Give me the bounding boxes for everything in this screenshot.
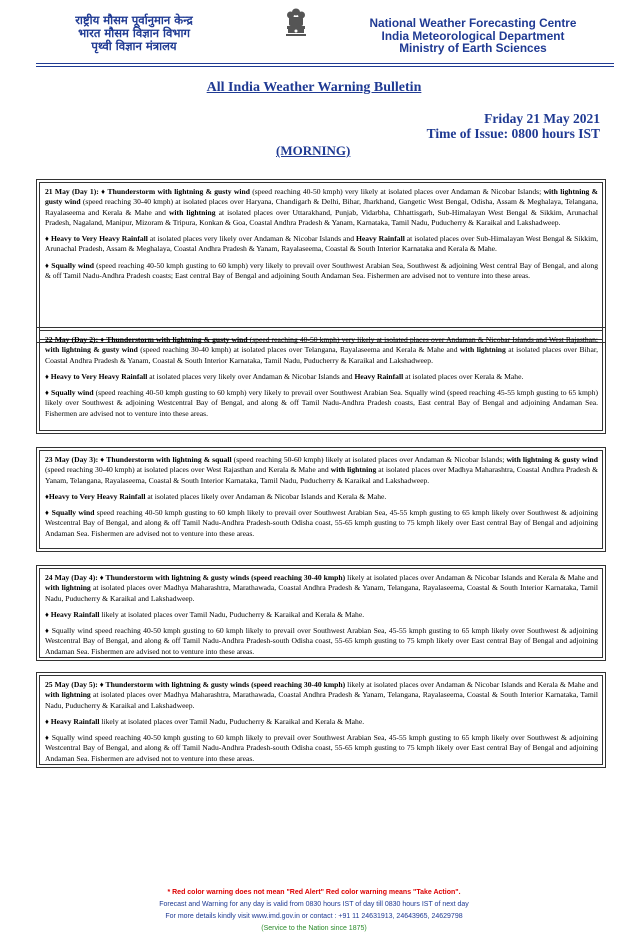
english-line-3: Ministry of Earth Sciences xyxy=(399,41,547,55)
text-run: (speed reaching 40-50 kmph) very likely at isolated places over Andaman & Nicobar Islands and West Rajasthan; xyxy=(247,335,598,344)
text-run: with lightning xyxy=(45,690,91,700)
text-run: ♦ Squally wind xyxy=(45,388,94,398)
text-run: with lightning & gusty wind xyxy=(506,455,598,464)
text-run: ♦Heavy to Very Heavy Rainfall xyxy=(45,491,146,501)
hindi-line-3: पृथ्वी विज्ञान मंत्रालय xyxy=(91,39,177,53)
day-2-warning-box xyxy=(36,327,606,434)
text-run: ♦ Heavy Rainfall xyxy=(45,716,100,726)
text-run: with lightning xyxy=(330,465,377,475)
day-5-content xyxy=(39,675,603,765)
text-run: Heavy Rainfall xyxy=(354,371,404,381)
text-run: at isolated places over Madhya Maharashtra, Marathawada, Coastal Andhra Pradesh & Yanam, Telangana, Rayalaseema, Coastal & South Interior Karnataka, Tamil Nadu, Puducherry & Karaikal and Lakshadweep. xyxy=(45,583,598,603)
day-5-paragraph-2 xyxy=(45,717,598,727)
day-1-warning-box xyxy=(36,179,606,343)
day-3-warning-box xyxy=(36,447,606,552)
text-run: 22 May (Day 2): xyxy=(45,335,101,344)
text-run: likely at isolated places over Tamil Nadu, Puducherry & Karaikal and Kerala & Mahe. xyxy=(99,609,365,619)
session-label: (MORNING) xyxy=(276,143,351,158)
issue-time: Time of Issue: 0800 hours IST xyxy=(426,126,600,141)
day-4-warning-box xyxy=(36,565,606,661)
text-run: at isolated places very likely over Andaman & Nicobar Islands and xyxy=(147,234,356,244)
text-run: with lightning xyxy=(45,583,91,593)
day-2-content xyxy=(39,330,603,431)
text-run: at isolated places over Madhya Maharashtra, Coastal Andhra Pradesh & Yanam, Telangana, Rayalaseema, Coastal & South Interior Karnataka, Tamil Nadu, Puducherry & Karaikal and Lakshadweep. xyxy=(45,465,598,485)
text-run: with lightning xyxy=(168,207,216,217)
english-line-1: National Weather Forecasting Centre xyxy=(369,16,577,30)
english-org-name xyxy=(330,17,616,55)
header-divider xyxy=(36,63,614,64)
text-run: likely at isolated places over Tamil Nadu, Puducherry & Karaikal and Kerala & Mahe. xyxy=(99,716,365,726)
day-3-content xyxy=(39,450,603,549)
text-run: (speed reaching 40-50 kmph gusting to 60 kmph) very likely to prevail over Southwest Arabian Sea. Squally wind (speed reaching 45-55 kmph gusting to 65 kmph) likely over Southwest & adjoining Westcentral Bay of Bengal, and along & off Tamil Nadu-Andhra Pradesh coasts, East central Bay of Bengal and adjoining Andaman Sea. Fishermen are advised not to venture into these areas. xyxy=(45,388,598,418)
text-run: with lightning xyxy=(459,345,506,355)
text-run: at isolated places very likely over Andaman & Nicobar Islands and xyxy=(147,371,355,381)
day-2-paragraph-1 xyxy=(45,335,598,366)
text-run: 24 May (Day 4): xyxy=(45,573,100,582)
english-line-2: India Meteorological Department xyxy=(381,28,565,43)
text-run: ♦ Squally wind xyxy=(45,508,95,518)
day-2-paragraph-3 xyxy=(45,388,598,419)
day-5-paragraph-3 xyxy=(45,733,598,764)
text-run: ♦ Thunderstorm with lightning & gusty winds (speed reaching 30-40 kmph) xyxy=(99,573,346,582)
national-emblem-icon xyxy=(283,7,309,37)
service-tagline: (Service to the Nation since 1875) xyxy=(261,925,367,932)
text-run: at isolated places over Kerala & Mahe. xyxy=(403,371,524,381)
text-run: ♦ Thunderstorm with lightning & gusty winds (speed reaching 30-40 kmph) xyxy=(99,680,346,689)
text-run: (speed reaching 40-50 kmph gusting to 60 kmph) very likely to prevail over Southwest Arabian Sea, Southwest & adjoining West central Bay of Bengal, and along & off Tamil Nadu-Andhra Pradesh coasts; East central Bay of Bengal and adjoining South Andaman Sea. Fishermen are advised not to venture into these areas. xyxy=(45,260,598,281)
text-run: ♦ Squally wind speed reaching 40-50 kmph gusting to 60 kmph likely to prevail over Southwest Arabian Sea, 45-55 kmph gusting to 65 kmph likely over Southwest & adjoining Westcentral Bay of Bengal, and along & off Tamil Nadu-Andhra Pradesh-south Odisha coast, 55-65 kmph gusting to 75 kmph likely over East central Bay of Bengal and adjoining Andaman Sea. Fishermen are advised not to venture into these areas. xyxy=(45,626,598,656)
day-5-warning-box xyxy=(36,672,606,768)
hindi-org-name xyxy=(34,14,234,53)
text-run: (speed reaching 30-40 kmph) at isolated places over Telangana, Rayalaseema and Kerala & Mahe and xyxy=(137,345,460,355)
text-run: at isolated places likely over Andaman & Nicobar Islands and Kerala & Mahe. xyxy=(145,491,387,501)
red-warning-note: * Red color warning does not mean "Red Alert" Red color warning means "Take Action". xyxy=(167,889,461,896)
text-run: speed reaching 40-50 kmph gusting to 60 kmph likely to prevail over Southwest Arabian Sea, 45-55 kmph gusting to 65 kmph likely over Southwest & adjoining Westcentral Bay of Bengal, and along & off Tamil Nadu-Andhra Pradesh-south Odisha coast, 55-65 kmph gusting to 75 kmph likely over East central Bay of Bengal and adjoining Andaman Sea. Fishermen are advised not to venture into these areas. xyxy=(45,508,599,538)
header-divider-2 xyxy=(36,66,614,67)
day-3-paragraph-1 xyxy=(45,455,598,486)
text-run: with lightning & gusty wind xyxy=(45,345,138,355)
text-run: ♦ Thunderstorm with lightning & gusty wind xyxy=(101,187,250,196)
day-3-paragraph-3 xyxy=(45,508,598,539)
day-1-paragraph-2 xyxy=(45,234,598,255)
day-4-paragraph-1 xyxy=(45,573,598,604)
text-run: (speed reaching 30-40 kmph) at isolated places over Haryana, Chandigarh & Delhi, Bihar, Jharkhand, Gangetic West Bengal, Odisha, Assam & Meghalaya, Telangana, Rayalaseema and Kerala & Mahe and xyxy=(45,197,598,217)
day-4-paragraph-2 xyxy=(45,610,598,620)
day-1-content xyxy=(39,182,603,340)
text-run: (speed reaching 40-50 kmph) very likely at isolated places over Andaman & Nicobar Islands; xyxy=(249,187,544,196)
bulletin-date: Friday 21 May 2021 xyxy=(484,111,600,126)
text-run: at isolated places over Uttarakhand, Punjab, Vidarbha, Chhattisgarh, Sub-Himalayan West Bengal & Sikkim, Arunachal Pradesh, Nagaland, Manipur, Mizoram & Tripura, Konkan & Goa, Coastal Andhra Pradesh & Yanam, Karnataka, Tamil Nadu, Puducherry & Karaikal and Lakshadweep. xyxy=(45,207,598,227)
text-run: at isolated places over Madhya Maharashtra, Marathawada, Coastal Andhra Pradesh & Yanam, Telangana, Rayalaseema, Coastal & South Interior Karnataka, Tamil Nadu, Puducherry & Karaikal and Lakshadweep. xyxy=(45,690,598,710)
text-run: ♦ Thunderstorm with lightning & gusty wind xyxy=(100,335,248,344)
bulletin-title: All India Weather Warning Bulletin xyxy=(206,80,422,95)
text-run: 25 May (Day 5): xyxy=(45,680,100,689)
text-run: ♦ Heavy Rainfall xyxy=(45,609,100,619)
text-run: likely at isolated places over Andaman & Nicobar Islands and Kerala & Mahe and xyxy=(345,680,598,689)
text-run: ♦ Heavy to Very Heavy Rainfall xyxy=(45,371,148,381)
text-run: ♦ Thunderstorm with lightning & squall xyxy=(100,455,232,464)
text-run: 23 May (Day 3): xyxy=(45,455,101,464)
text-run: ♦ Squally wind xyxy=(45,260,94,270)
validity-note: Forecast and Warning for any day is valid from 0830 hours IST of day till 0830 hours IST of next day xyxy=(159,901,469,908)
day-2-paragraph-2 xyxy=(45,372,598,382)
day-5-paragraph-1 xyxy=(45,680,598,711)
contact-info: For more details kindly visit www.imd.gov.in or contact : +91 11 24631913, 24643965, 24629798 xyxy=(165,913,463,920)
text-run: (speed reaching 30-40 kmph) at isolated places over West Rajasthan and Kerala & Mahe and xyxy=(45,465,331,475)
day-4-content xyxy=(39,568,603,658)
day-1-paragraph-3 xyxy=(45,261,598,282)
text-run: likely at isolated places over Andaman & Nicobar Islands and Kerala & Mahe and xyxy=(345,573,598,582)
day-4-paragraph-3 xyxy=(45,626,598,657)
text-run: 21 May (Day 1): xyxy=(45,187,102,196)
text-run: ♦ Heavy to Very Heavy Rainfall xyxy=(45,234,148,244)
day-3-paragraph-2 xyxy=(45,492,598,502)
text-run: Heavy Rainfall xyxy=(356,234,405,244)
text-run: at isolated places over Sub-Himalayan West Bengal & Sikkim, Arunachal Pradesh, Assam & Meghalaya, Coastal Andhra Pradesh & Yanam, Rayalaseema, Coastal & South Interior Karnataka and Kerala & Mahe. xyxy=(45,234,599,254)
hindi-line-1: राष्ट्रीय मौसम पूर्वानुमान केन्द्र xyxy=(75,13,193,27)
day-1-paragraph-1 xyxy=(45,187,598,228)
text-run: at isolated places over Bihar, Coastal Andhra Pradesh & Yanam, Coastal & South Interior Karnataka, Tamil Nadu, Puducherry & Karaikal and Lakshadweep. xyxy=(45,345,598,365)
text-run: with lightning & gusty wind xyxy=(45,187,598,207)
hindi-line-2: भारत मौसम विज्ञान विभाग xyxy=(78,26,190,40)
text-run: (speed reaching 50-60 kmph) likely at isolated places over Andaman & Nicobar Islands; xyxy=(231,455,507,464)
text-run: ♦ Squally wind speed reaching 40-50 kmph gusting to 60 kmph likely to prevail over Southwest Arabian Sea, 45-55 kmph gusting to 65 kmph likely over Southwest & adjoining Westcentral Bay of Bengal, and along & off Tamil Nadu-Andhra Pradesh-south Odisha coast, 55-65 kmph gusting to 75 kmph likely over East central Bay of Bengal and adjoining Andaman Sea. Fishermen are advised not to venture into these areas. xyxy=(45,733,598,763)
